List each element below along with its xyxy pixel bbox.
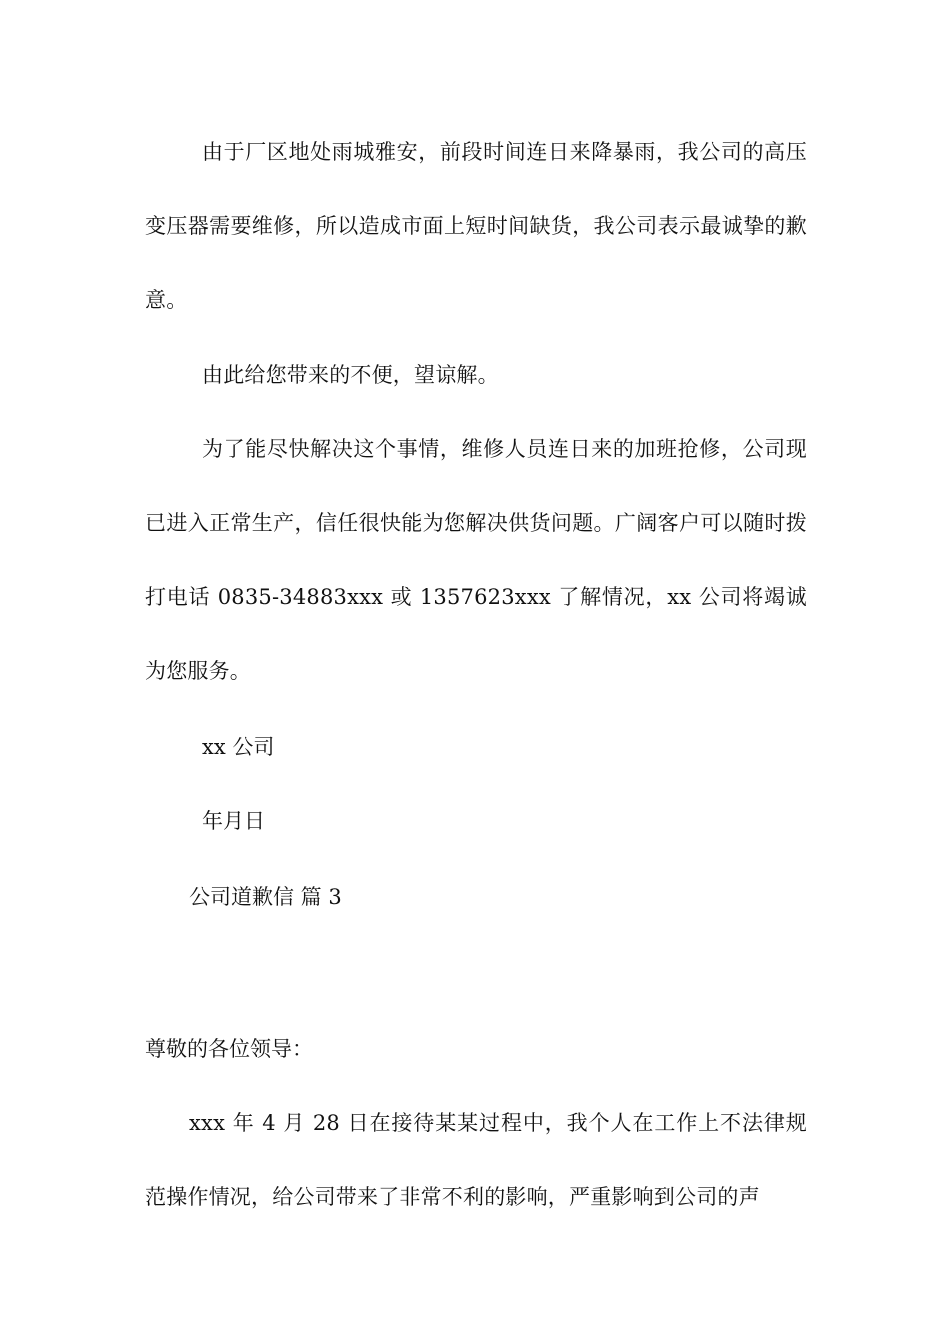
paragraph-rain-maintenance: 由于厂区地处雨城雅安，前段时间连日来降暴雨，我公司的高压变压器需要维修，所以造成市面上短时间缺货，我公司表示最诚挚的歉意。 — [145, 140, 807, 312]
paragraph-apology-inconvenience: 由此给您带来的不便，望谅解。 — [202, 363, 499, 387]
section-title: 公司道歉信 篇 3 — [189, 885, 342, 909]
signature-date: 年月日 — [202, 809, 265, 833]
paragraph-repair-contact: 为了能尽快解决这个事情，维修人员连日来的加班抢修，公司现已进入正常生产，信任很快能为您解决供货问题。广阔客户可以随时拨打电话 0835-34883xxx 或 1357623xxx 了解情况，xx 公司将竭诚为您服务。 — [145, 437, 807, 683]
signature-company: xx 公司 — [202, 735, 275, 759]
salutation: 尊敬的各位领导： — [145, 1037, 313, 1061]
paragraph-incident-report: xxx 年 4 月 28 日在接待某某过程中，我个人在工作上不法律规范操作情况，给公司带来了非常不利的影响，严重影响到公司的声 — [145, 1111, 807, 1209]
